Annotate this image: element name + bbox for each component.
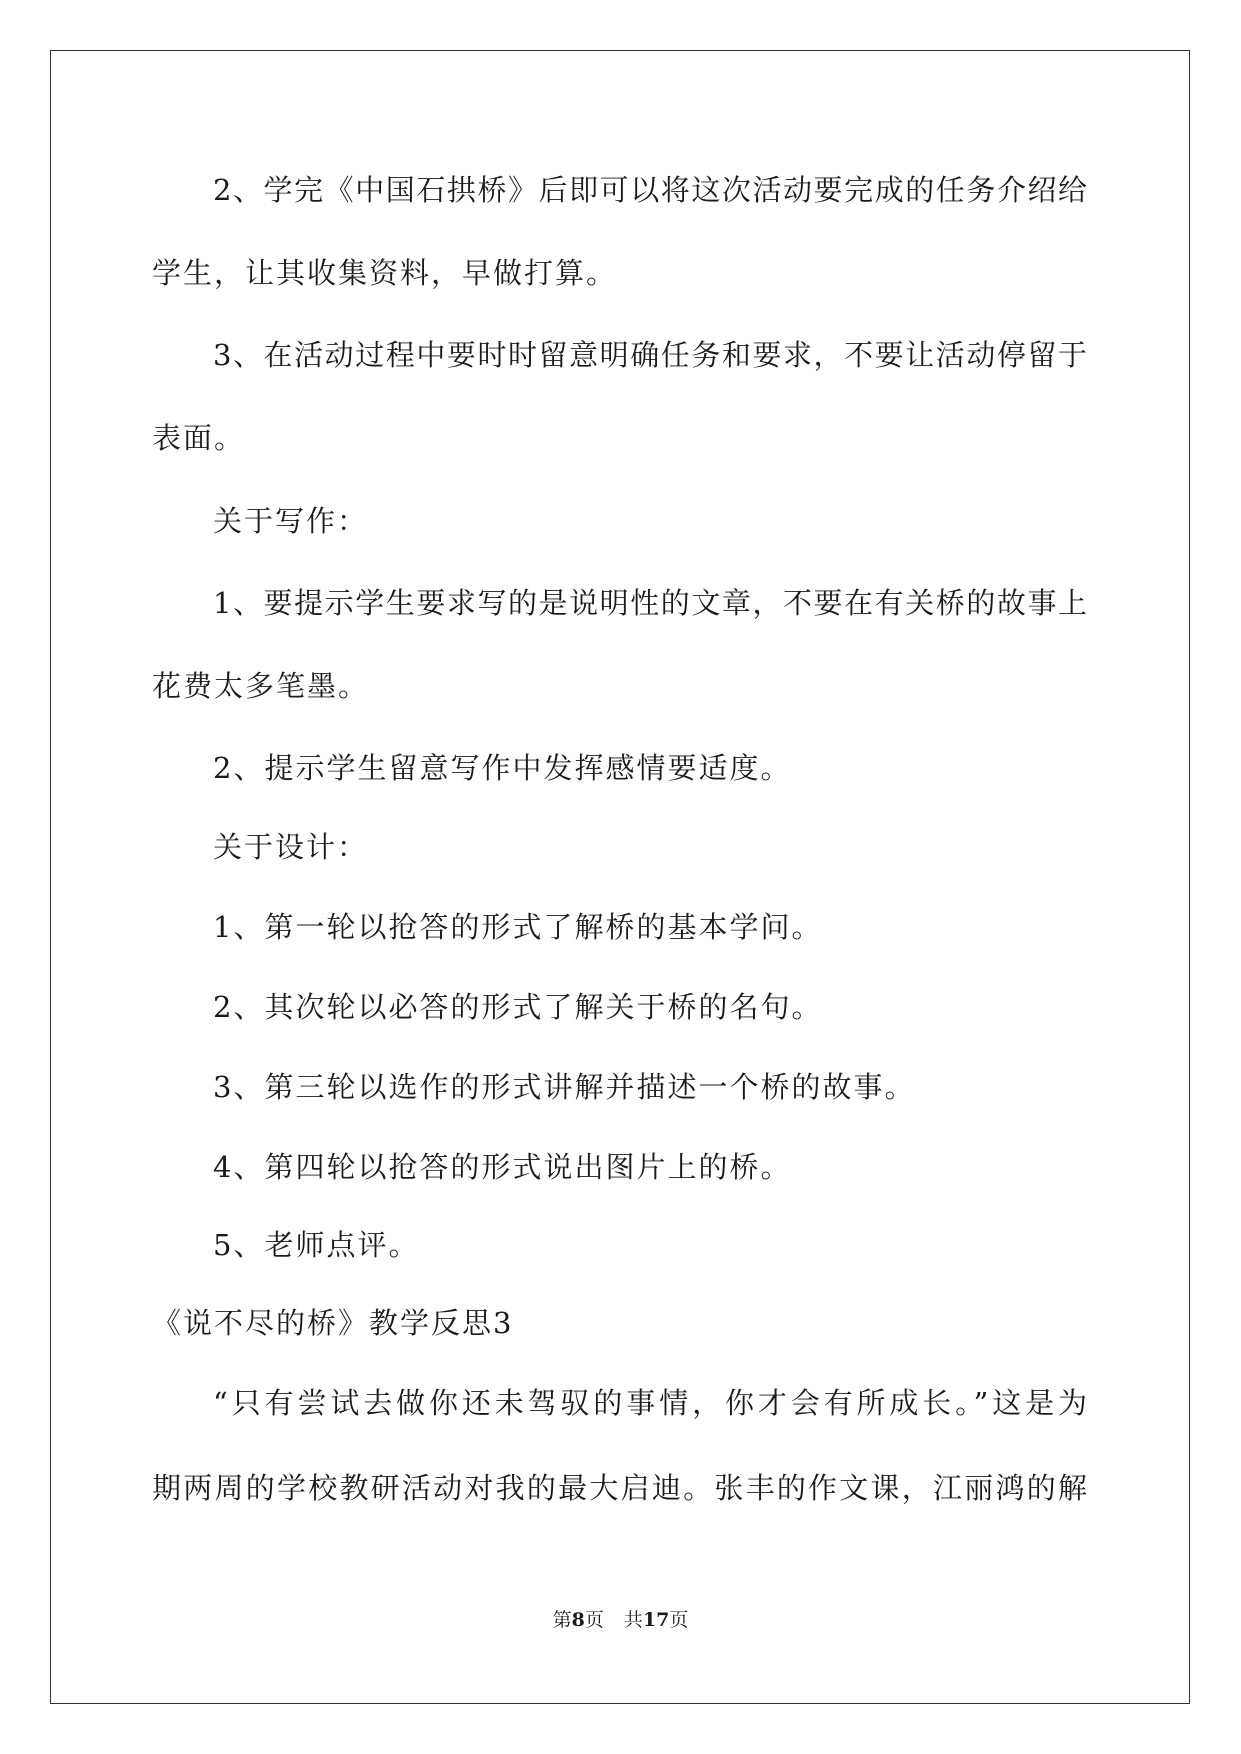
paragraph-2-line-2: 表面。	[152, 421, 246, 455]
paragraph-after-line-2: 期两周的学校教研活动对我的最大启迪。张丰的作文课，江丽鸿的解	[152, 1471, 1087, 1505]
paragraph-1-line-1: 2、学完《中国石拱桥》后即可以将这次活动要完成的任务介绍给	[213, 173, 1087, 207]
paragraph-8: 2、其次轮以必答的形式了解关于桥的名句。	[213, 990, 823, 1024]
paragraph-4-line-2: 花费太多笔墨。	[152, 669, 370, 703]
section-heading: 《说不尽的桥》教学反思3	[152, 1306, 514, 1340]
paragraph-11: 5、老师点评。	[213, 1228, 420, 1262]
page-footer	[0, 1608, 1241, 1632]
footer-total-prefix: 共	[623, 1609, 643, 1631]
footer-page-mid: 页	[584, 1609, 604, 1631]
footer-page-prefix: 第	[552, 1609, 572, 1631]
page-border	[50, 50, 1190, 1704]
subheading-design: 关于设计：	[213, 830, 369, 864]
paragraph-4-line-1: 1、要提示学生要求写的是说明性的文章，不要在有关桥的故事上	[213, 586, 1087, 620]
subheading-writing: 关于写作：	[213, 504, 369, 538]
paragraph-after-line-1: “只有尝试去做你还未驾驭的事情，你才会有所成长。”这是为	[213, 1386, 1087, 1420]
footer-total-pages: 17	[642, 1609, 670, 1631]
footer-total-suffix: 页	[669, 1609, 689, 1631]
paragraph-9: 3、第三轮以选作的形式讲解并描述一个桥的故事。	[213, 1070, 916, 1104]
paragraph-1-line-2: 学生，让其收集资料，早做打算。	[152, 256, 618, 290]
paragraph-5: 2、提示学生留意写作中发挥感情要适度。	[213, 751, 792, 785]
paragraph-10: 4、第四轮以抢答的形式说出图片上的桥。	[213, 1150, 792, 1184]
paragraph-2-line-1: 3、在活动过程中要时时留意明确任务和要求，不要让活动停留于	[213, 338, 1087, 372]
footer-page-number: 8	[571, 1609, 585, 1631]
paragraph-7: 1、第一轮以抢答的形式了解桥的基本学问。	[213, 910, 823, 944]
